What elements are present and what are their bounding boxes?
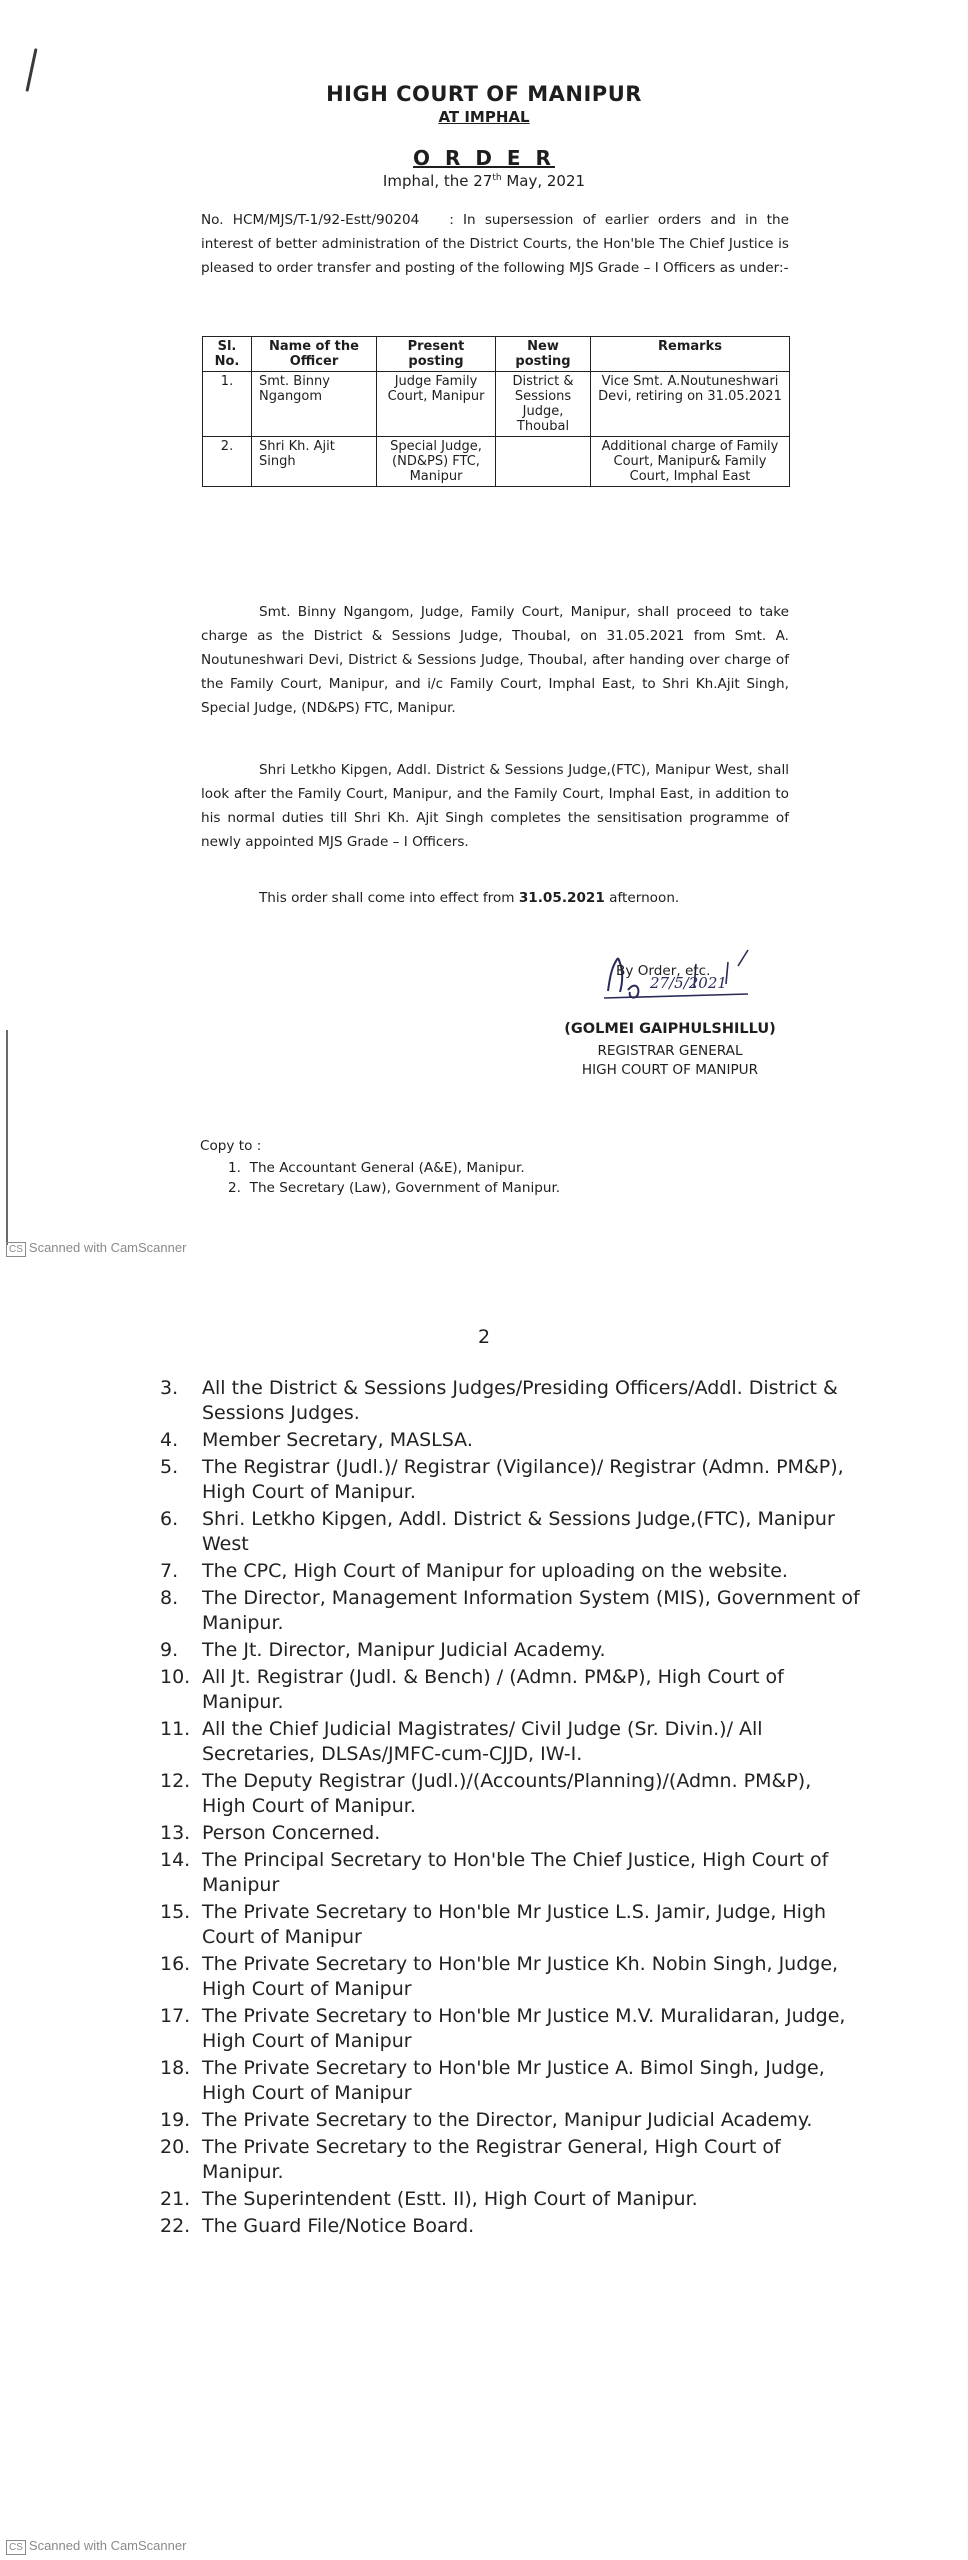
camscanner-logo-icon: CS <box>6 2540 26 2555</box>
table-cell: Vice Smt. A.Noutuneshwari Devi, retiring on 31.05.2021 <box>591 372 790 437</box>
list-item: 13. Person Concerned. <box>160 1822 381 1844</box>
list-item: 5. The Registrar (Judl.)/ Registrar (Vigilance)/ Registrar (Admn. PM&P), High Court of Manipur. <box>160 1456 844 1503</box>
list-item: 21. The Superintendent (Estt. II), High Court of Manipur. <box>160 2188 698 2210</box>
paragraph-additional-charge: Shri Letkho Kipgen, Addl. District & Sessions Judge,(FTC), Manipur West, shall look after the Family Court, Manipur, and the Family Court, Imphal East, in addition to his normal duties till Shri Kh. Ajit Singh completes the sensitisation programme of newly appointed MJS Grade – I Officers. <box>201 762 789 850</box>
by-order-text: By Order, etc. <box>616 963 711 979</box>
table-row <box>203 437 790 487</box>
signatory-office: HIGH COURT OF MANIPUR <box>581 1062 759 1078</box>
copy-to-list <box>228 1158 560 1198</box>
list-item: 9. The Jt. Director, Manipur Judicial Academy. <box>160 1639 606 1661</box>
table-cell: Judge Family Court, Manipur <box>377 372 496 437</box>
list-item: 6. Shri. Letkho Kipgen, Addl. District & Sessions Judge,(FTC), Manipur West <box>160 1508 835 1555</box>
col-header: Sl. No. <box>203 337 252 372</box>
list-item: 16. The Private Secretary to Hon'ble Mr Justice Kh. Nobin Singh, Judge, High Court of Manipur <box>160 1953 839 2000</box>
col-header: Present posting <box>377 337 496 372</box>
signatory-name: (GOLMEI GAIPHULSHILLU) <box>564 1021 776 1037</box>
scanner-watermark: CS Scanned with CamScanner <box>6 1240 186 1257</box>
col-header: New posting <box>496 337 591 372</box>
scanner-watermark: CS Scanned with CamScanner <box>6 2538 186 2555</box>
table-row <box>203 372 790 437</box>
table-cell: Special Judge, (ND&PS) FTC, Manipur <box>377 437 496 487</box>
signatory-designation: REGISTRAR GENERAL <box>597 1043 743 1059</box>
list-item: 11. All the Chief Judicial Magistrates/ Civil Judge (Sr. Divin.)/ All Secretaries, DLSAs/JMFC-cum-CJJD, IW-I. <box>160 1718 763 1765</box>
order-date: Imphal, the 27th May, 2021 <box>382 172 586 190</box>
list-item: 3. All the District & Sessions Judges/Presiding Officers/Addl. District & Sessions Judges. <box>160 1377 838 1424</box>
table-cell <box>496 437 591 487</box>
court-title: HIGH COURT OF MANIPUR <box>326 82 642 106</box>
table-cell: 1. <box>203 372 252 437</box>
table-header-row <box>203 337 790 372</box>
table-cell: 2. <box>203 437 252 487</box>
list-item: 8. The Director, Management Information System (MIS), Government of Manipur. <box>160 1587 860 1634</box>
list-item: 10. All Jt. Registrar (Judl. & Bench) / (Admn. PM&P), High Court of Manipur. <box>160 1666 784 1713</box>
table-cell: District & Sessions Judge, Thoubal <box>496 372 591 437</box>
court-seat: AT IMPHAL <box>438 108 530 126</box>
list-item: 14. The Principal Secretary to Hon'ble The Chief Justice, High Court of Manipur <box>160 1849 829 1896</box>
paragraph-effective-date: This order shall come into effect from 31.05.2021 afternoon. <box>259 890 680 906</box>
list-item: 7. The CPC, High Court of Manipur for uploading on the website. <box>160 1560 788 1582</box>
handwritten-date: 27/5/2021 <box>650 974 727 992</box>
table-cell: Additional charge of Family Court, Manipur& Family Court, Imphal East <box>591 437 790 487</box>
copy-to-label: Copy to : <box>200 1138 262 1154</box>
camscanner-logo-icon: CS <box>6 1242 26 1257</box>
paragraph-transfer: Smt. Binny Ngangom, Judge, Family Court, Manipur, shall proceed to take charge as the District & Sessions Judge, Thoubal, on 31.05.2021 from Smt. A. Noutuneshwari Devi, District & Sessions Judge, Thoubal, after handing over charge of the Family Court, Manipur, and i/c Family Court, Imphal East, to Shri Kh.Ajit Singh, Special Judge, (ND&PS) FTC, Manipur. <box>201 604 789 716</box>
table-cell: Shri Kh. Ajit Singh <box>252 437 377 487</box>
reference-number: No. HCM/MJS/T-1/92-Estt/90204 <box>201 212 420 228</box>
list-item: 15. The Private Secretary to Hon'ble Mr Justice L.S. Jamir, Judge, High Court of Manipur <box>160 1901 827 1948</box>
list-item: 4. Member Secretary, MASLSA. <box>160 1429 473 1451</box>
intro-text: : In supersession of earlier orders and in the interest of better administration of the District Courts, the Hon'ble The Chief Justice is pleased to order transfer and posting of the following MJS Grade – I Officers as under:- <box>201 212 789 276</box>
distribution-list <box>160 1376 860 2241</box>
page-number: 2 <box>477 1326 491 1348</box>
intro-paragraph <box>201 208 789 280</box>
col-header: Name of the Officer <box>252 337 377 372</box>
list-item: 19. The Private Secretary to the Director, Manipur Judicial Academy. <box>160 2109 813 2131</box>
list-item: 1. The Accountant General (A&E), Manipur. <box>228 1160 525 1176</box>
list-item: 20. The Private Secretary to the Registrar General, High Court of Manipur. <box>160 2136 781 2183</box>
list-item: 22. The Guard File/Notice Board. <box>160 2215 475 2237</box>
order-title: O R D E R <box>413 146 555 170</box>
list-item: 18. The Private Secretary to Hon'ble Mr Justice A. Bimol Singh, Judge, High Court of Manipur <box>160 2057 825 2104</box>
table-cell: Smt. Binny Ngangom <box>252 372 377 437</box>
list-item: 17. The Private Secretary to Hon'ble Mr Justice M.V. Muralidaran, Judge, High Court of Manipur <box>160 2005 846 2052</box>
effective-date: 31.05.2021 <box>518 890 605 906</box>
posting-table <box>202 336 790 487</box>
col-header: Remarks <box>591 337 790 372</box>
scan-edge-line <box>6 1030 8 1245</box>
list-item: 12. The Deputy Registrar (Judl.)/(Accounts/Planning)/(Admn. PM&P), High Court of Manipur. <box>160 1770 812 1817</box>
list-item: 2. The Secretary (Law), Government of Manipur. <box>228 1180 561 1196</box>
